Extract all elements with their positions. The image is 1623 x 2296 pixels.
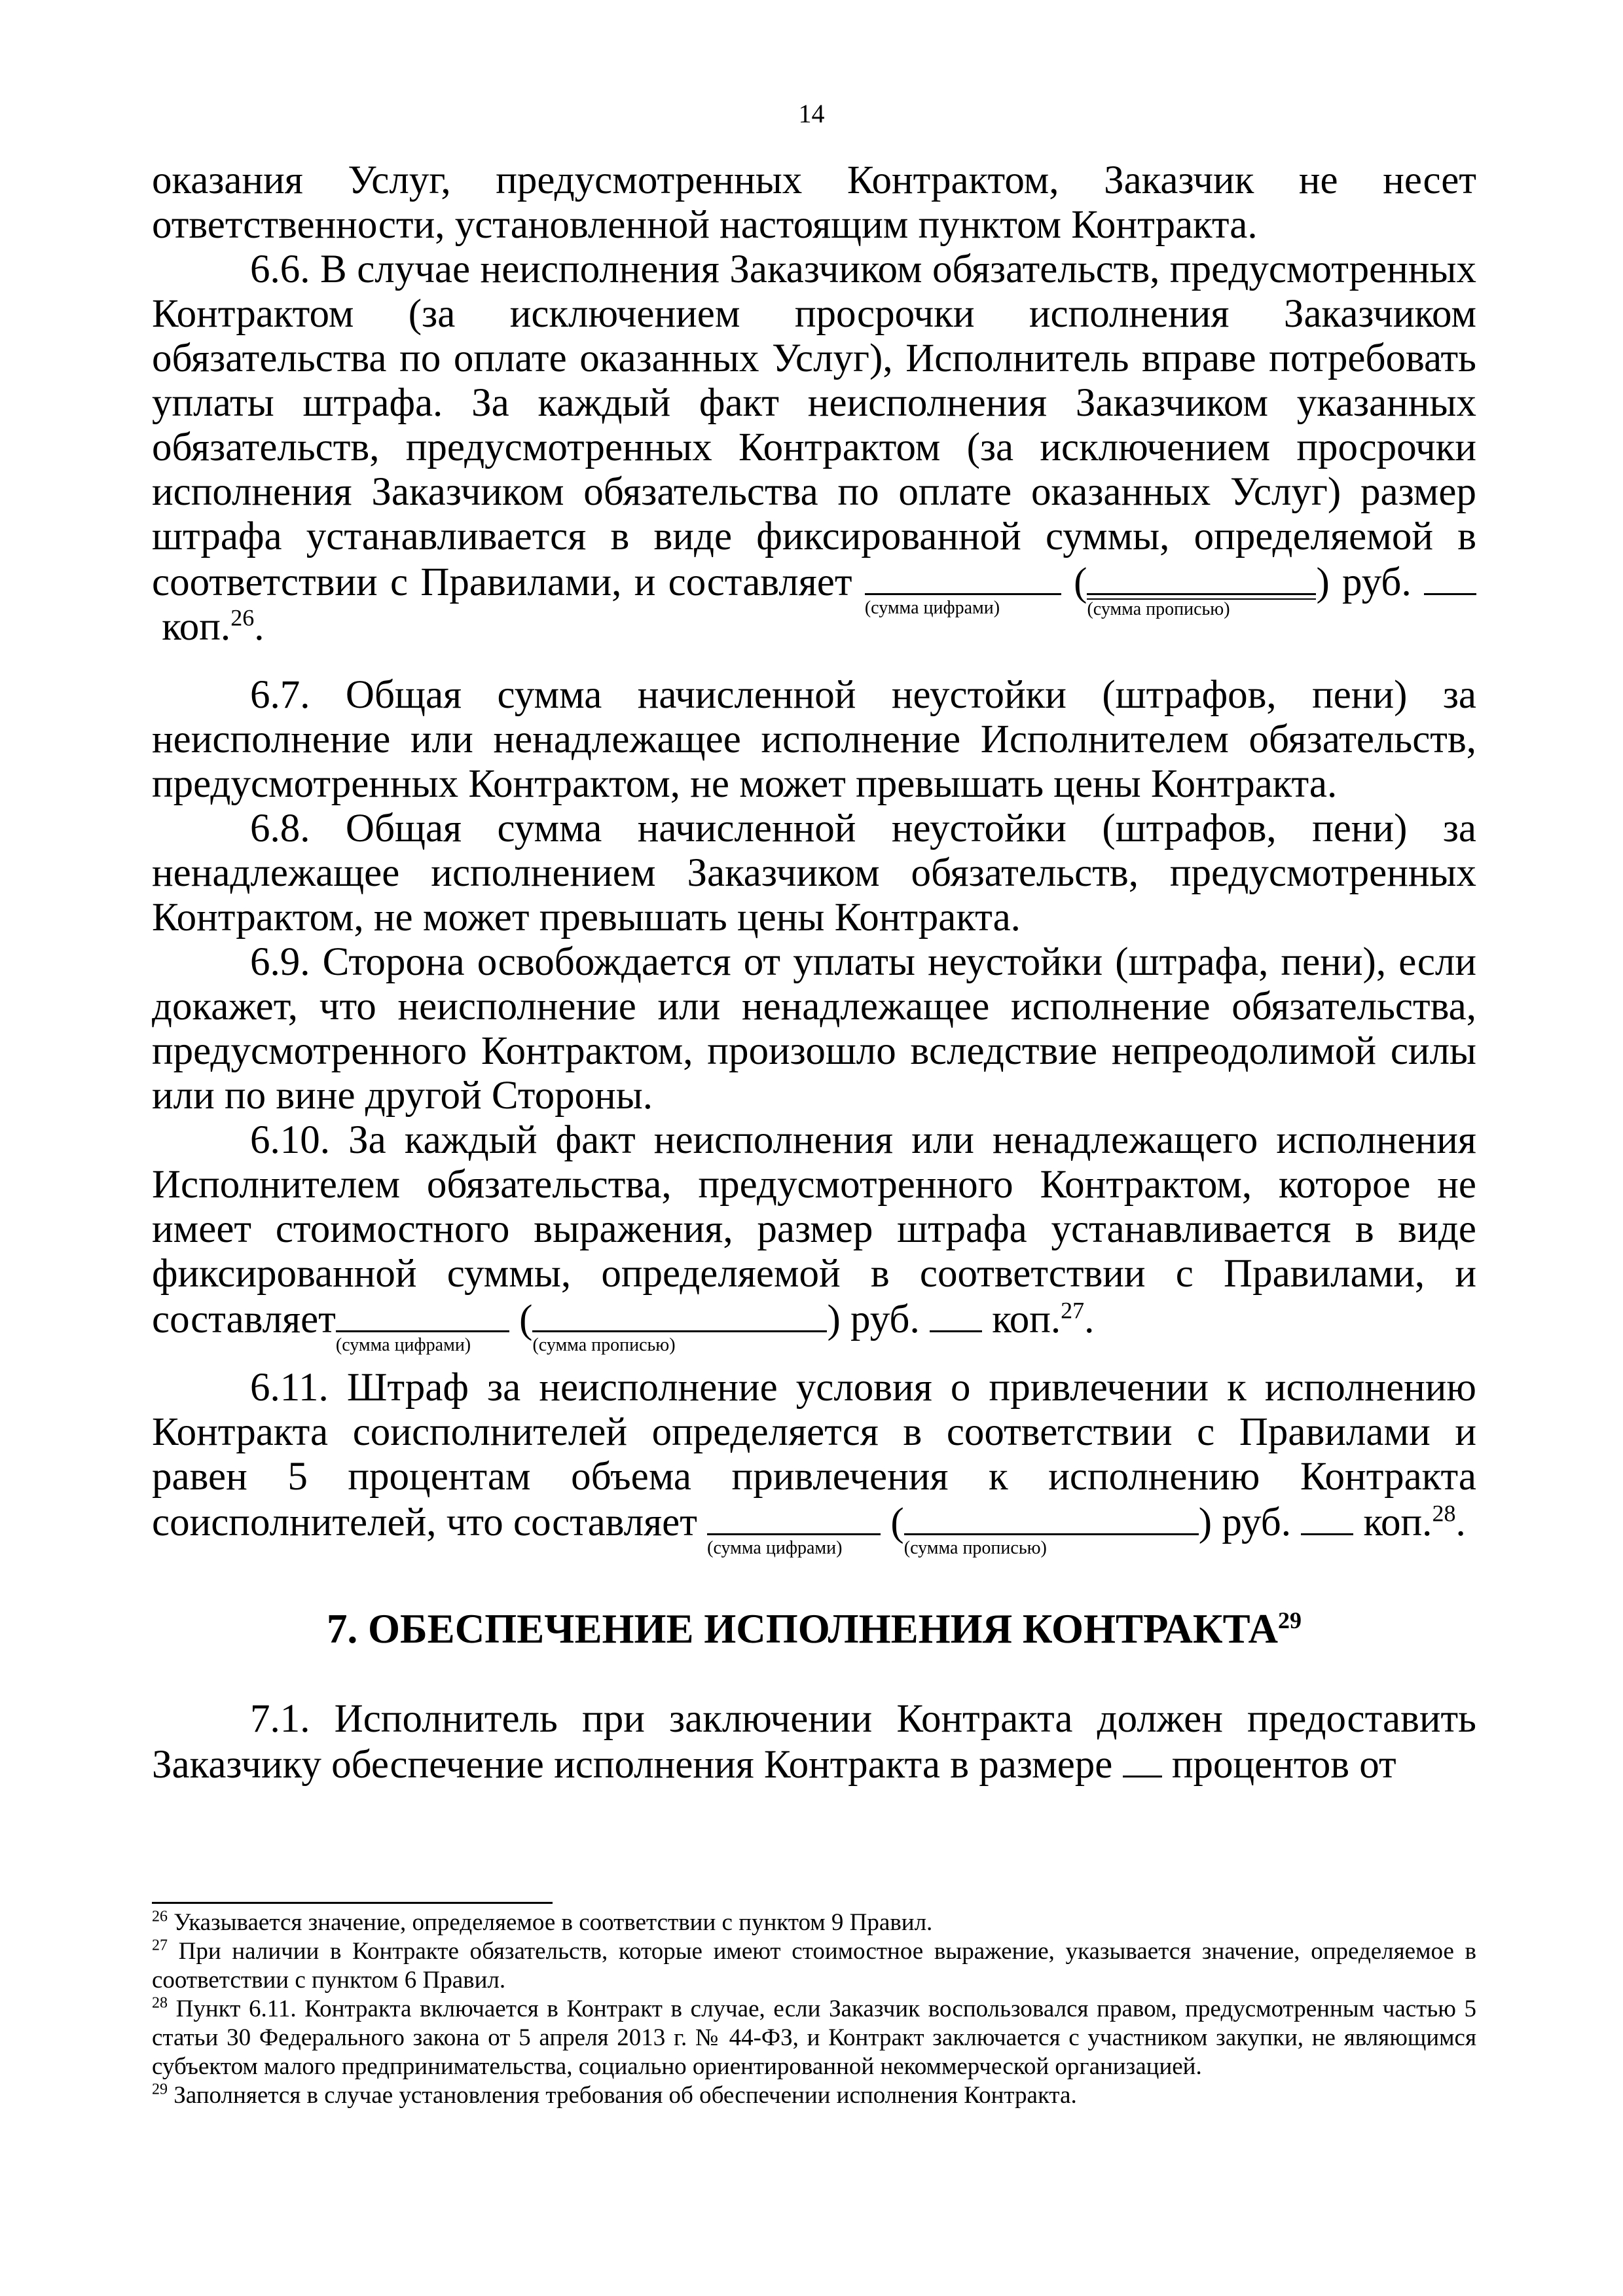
amount-digits-caption-6-11: (сумма цифрами) xyxy=(707,1538,843,1558)
footnote-ref-26: 26 xyxy=(230,604,255,631)
open-paren-6-10: ( xyxy=(519,1298,533,1341)
paragraph-6-9: 6.9. Сторона освобождается от уплаты неустойки (штрафа, пени), если докажет, что неисполнение или ненадлежащее исполнение обязательства, предусмотренного Контрактом, произошло вследствие непреодолимой силы или по вине другой Стороны. xyxy=(152,940,1476,1118)
kop-label-6-10: коп. xyxy=(992,1298,1061,1341)
section-7-heading-text: 7. ОБЕСПЕЧЕНИЕ ИСПОЛНЕНИЯ КОНТРАКТА xyxy=(327,1606,1278,1652)
kop-field-6-11[interactable] xyxy=(1301,1499,1353,1535)
percent-field-7-1[interactable] xyxy=(1123,1741,1162,1777)
footnote-text: Указывается значение, определяемое в соответствии с пунктом 9 Правил. xyxy=(173,1909,933,1936)
amount-digits-field-6-11[interactable] xyxy=(707,1499,881,1558)
spacer xyxy=(152,649,1476,673)
amount-words-caption-6-10: (сумма прописью) xyxy=(532,1335,676,1355)
footnote-num: 26 xyxy=(152,1908,168,1925)
footnote-num: 29 xyxy=(152,2081,168,2098)
amount-digits-field-6-10[interactable] xyxy=(335,1296,509,1355)
footnote-29 xyxy=(152,2081,1476,2110)
spacer xyxy=(152,1651,1476,1697)
rub-label-6-11: ) руб. xyxy=(1198,1501,1291,1544)
paragraph-6-6 xyxy=(152,247,1476,649)
amount-digits-field-6-6[interactable] xyxy=(864,559,1061,618)
paragraph-7-1-end: процентов от xyxy=(1171,1743,1396,1787)
footnote-27 xyxy=(152,1937,1476,1995)
footnote-num: 27 xyxy=(152,1937,168,1954)
kop-field-6-10[interactable] xyxy=(930,1296,982,1332)
footnote-28 xyxy=(152,1995,1476,2081)
period-6-10: . xyxy=(1084,1298,1095,1341)
paragraph-6-10 xyxy=(152,1118,1476,1355)
section-7-heading xyxy=(152,1607,1476,1651)
amount-words-field-6-6[interactable] xyxy=(1087,559,1316,619)
open-paren-6-6: ( xyxy=(1074,560,1087,604)
footnote-text: При наличии в Контракте обязательств, которые имеют стоимостное выражение, указывается значение, определяемое в соответствии с пунктом 6 Правил. xyxy=(152,1938,1476,1994)
paragraph-6-11 xyxy=(152,1366,1476,1558)
footnotes xyxy=(152,1908,1476,2110)
amount-words-field-6-10[interactable] xyxy=(532,1296,827,1355)
amount-words-caption-6-6: (сумма прописью) xyxy=(1087,598,1316,619)
document-body xyxy=(152,158,1476,1787)
paragraph-6-8: 6.8. Общая сумма начисленной неустойки (штрафов, пени) за ненадлежащее исполнением Заказчиком обязательств, предусмотренных Контрактом, не может превышать цены Контракта. xyxy=(152,807,1476,939)
open-paren-6-11: ( xyxy=(890,1501,904,1544)
paragraph-6-10-text: 6.10. За каждый факт неисполнения или ненадлежащего исполнения Исполнителем обязательства, предусмотренного Контрактом, которое не имеет стоимостного выражения, размер штрафа устанавливается в виде фиксированной суммы, определяемой в соответствии с Правилами, и составляет xyxy=(152,1118,1476,1341)
page-number: 14 xyxy=(798,99,825,128)
period-6-6: . xyxy=(254,605,264,649)
amount-digits-caption-6-10: (сумма цифрами) xyxy=(335,1335,471,1355)
paragraph-6-11-text: 6.11. Штраф за неисполнение условия о привлечении к исполнению Контракта соисполнителей определяется в соответствии с Правилами и равен 5 процентам объема привлечения к исполнению Контракта соисполнителей, что составляет xyxy=(152,1366,1476,1544)
footnote-26 xyxy=(152,1908,1476,1937)
paragraph-7-1 xyxy=(152,1697,1476,1787)
footnote-ref-28: 28 xyxy=(1432,1500,1456,1527)
kop-label-6-11: коп. xyxy=(1363,1501,1432,1544)
kop-field-6-6[interactable] xyxy=(1424,559,1476,595)
amount-words-caption-6-11: (сумма прописью) xyxy=(903,1538,1047,1558)
footnote-text: Пункт 6.11. Контракта включается в Контракт в случае, если Заказчик воспользовался правом, предусмотренным частью 5 статьи 30 Федерального закона от 5 апреля 2013 г. № 44-ФЗ, и Контракт заключается с участником закупки, не являющимся субъектом малого предпринимательства, социально ориентированной некоммерческой организацией. xyxy=(152,1995,1476,2080)
paragraph-7-1-text: 7.1. Исполнитель при заключении Контракта должен предоставить Заказчику обеспечение исполнения Контракта в размере xyxy=(152,1697,1476,1787)
rub-label-6-10: ) руб. xyxy=(827,1298,920,1341)
paragraph-continuation: оказания Услуг, предусмотренных Контрактом, Заказчик не несет ответственности, установленной настоящим пунктом Контракта. xyxy=(152,158,1476,247)
amount-words-field-6-11[interactable] xyxy=(903,1499,1199,1558)
kop-label-6-6: коп. xyxy=(162,605,231,649)
rub-label-6-6: ) руб. xyxy=(1316,560,1412,604)
footnote-ref-29: 29 xyxy=(1277,1607,1302,1633)
footnote-ref-27: 27 xyxy=(1061,1297,1085,1324)
footnote-text: Заполняется в случае установления требования об обеспечении исполнения Контракта. xyxy=(173,2082,1077,2109)
period-6-11: . xyxy=(1455,1501,1466,1544)
paragraph-6-6-text: 6.6. В случае неисполнения Заказчиком обязательств, предусмотренных Контрактом (за исключением просрочки исполнения Заказчиком обязательства по оплате оказанных Услуг), Исполнитель вправе потребовать уплаты штрафа. За каждый факт неисполнения Заказчиком указанных обязательств, предусмотренных Контрактом (за исключением просрочки исполнения Заказчиком обязательства по оплате оказанных Услуг) размер штрафа устанавливается в виде фиксированной суммы, определяемой в соответствии с Правилами, и составляет xyxy=(152,247,1476,604)
amount-digits-caption-6-6: (сумма цифрами) xyxy=(864,598,1000,618)
paragraph-6-7: 6.7. Общая сумма начисленной неустойки (штрафов, пени) за неисполнение или ненадлежащее исполнение Исполнителем обязательств, предусмотренных Контрактом, не может превышать цены Контракта. xyxy=(152,673,1476,806)
footnote-num: 28 xyxy=(152,1994,168,2012)
footnote-separator xyxy=(152,1902,553,1904)
